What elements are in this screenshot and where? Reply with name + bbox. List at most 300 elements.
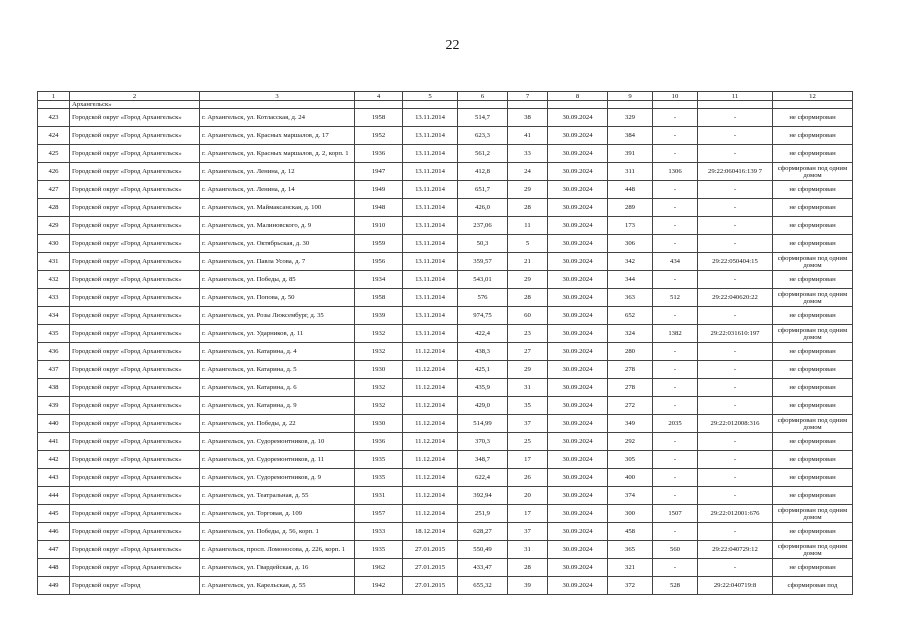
district-cell: Городской округ «Город Архангельск» [70, 199, 200, 217]
date2-cell: 30.09.2024 [548, 379, 608, 397]
year-cell: 1934 [355, 271, 403, 289]
cadastral-cell: - [698, 469, 773, 487]
col10-cell: 1507 [653, 505, 698, 523]
cadastral-cell: 29:22:040729:12 [698, 541, 773, 559]
cadastral-cell: - [698, 487, 773, 505]
count-cell: 37 [508, 523, 548, 541]
status-cell: сформирован под одним домом [773, 415, 853, 433]
row-number-cell: 442 [38, 451, 70, 469]
address-cell: г. Архангельск, ул. Судоремонтников, д. 9 [200, 469, 355, 487]
status-cell: не сформирован [773, 235, 853, 253]
column-header: 12 [773, 92, 853, 101]
status-cell: не сформирован [773, 199, 853, 217]
cadastral-cell: 29:22:012001:676 [698, 505, 773, 523]
date-cell: 13.11.2014 [403, 217, 458, 235]
status-cell: сформирован под одним домом [773, 163, 853, 181]
year-cell: 1932 [355, 343, 403, 361]
address-cell: г. Архангельск, ул. Театральная, д. 55 [200, 487, 355, 505]
year-cell: 1935 [355, 541, 403, 559]
district-cell: Городской округ «Город Архангельск» [70, 487, 200, 505]
count-cell: 25 [508, 433, 548, 451]
year-cell: 1936 [355, 145, 403, 163]
year-cell: 1958 [355, 109, 403, 127]
count-cell: 27 [508, 343, 548, 361]
year-cell: 1952 [355, 127, 403, 145]
year-cell: 1932 [355, 397, 403, 415]
cadastral-cell: - [698, 181, 773, 199]
col10-cell: - [653, 181, 698, 199]
year-cell: 1957 [355, 505, 403, 523]
count-cell: 26 [508, 469, 548, 487]
col10-cell: - [653, 109, 698, 127]
date-cell: 13.11.2014 [403, 109, 458, 127]
row-number-cell: 424 [38, 127, 70, 145]
col10-cell: - [653, 217, 698, 235]
date-cell: 13.11.2014 [403, 235, 458, 253]
col10-cell: 1306 [653, 163, 698, 181]
date2-cell: 30.09.2024 [548, 541, 608, 559]
count-cell: 28 [508, 289, 548, 307]
year-cell: 1959 [355, 235, 403, 253]
count-cell: 37 [508, 415, 548, 433]
status-cell: не сформирован [773, 271, 853, 289]
area-cell: 425,1 [458, 361, 508, 379]
date2-cell: 30.09.2024 [548, 361, 608, 379]
cadastral-cell: - [698, 307, 773, 325]
registry-table [37, 91, 853, 595]
year-cell: 1949 [355, 181, 403, 199]
cadastral-cell: - [698, 523, 773, 541]
date-cell: 11.12.2014 [403, 451, 458, 469]
column-header: 1 [38, 92, 70, 101]
cadastral-cell: 29:22:012008:316 [698, 415, 773, 433]
count-cell: 21 [508, 253, 548, 271]
table-row [38, 325, 853, 343]
status-cell: не сформирован [773, 127, 853, 145]
date2-cell: 30.09.2024 [548, 109, 608, 127]
row-number-cell: 446 [38, 523, 70, 541]
count-cell: 33 [508, 145, 548, 163]
col9-cell: 344 [608, 271, 653, 289]
date2-cell: 30.09.2024 [548, 343, 608, 361]
col10-cell: - [653, 199, 698, 217]
row-number-cell: 436 [38, 343, 70, 361]
count-cell: 29 [508, 181, 548, 199]
district-cell: Городской округ «Город [70, 577, 200, 595]
count-cell: 17 [508, 505, 548, 523]
col10-cell: - [653, 397, 698, 415]
col9-cell: 305 [608, 451, 653, 469]
table-row [38, 379, 853, 397]
date-cell: 27.01.2015 [403, 541, 458, 559]
area-cell: 359,57 [458, 253, 508, 271]
col10-cell: 434 [653, 253, 698, 271]
cadastral-cell: - [698, 559, 773, 577]
col9-cell: 306 [608, 235, 653, 253]
col9-cell: 300 [608, 505, 653, 523]
count-cell: 35 [508, 397, 548, 415]
district-cell: Городской округ «Город Архангельск» [70, 235, 200, 253]
status-cell: не сформирован [773, 469, 853, 487]
area-cell: 370,3 [458, 433, 508, 451]
date2-cell: 30.09.2024 [548, 451, 608, 469]
cadastral-cell: - [698, 397, 773, 415]
address-cell: г. Архангельск, ул. Котласская, д. 24 [200, 109, 355, 127]
row-number-cell: 445 [38, 505, 70, 523]
col10-cell: - [653, 559, 698, 577]
col9-cell: 311 [608, 163, 653, 181]
date-cell: 27.01.2015 [403, 559, 458, 577]
row-number-cell: 438 [38, 379, 70, 397]
status-cell: не сформирован [773, 145, 853, 163]
date2-cell: 30.09.2024 [548, 127, 608, 145]
date2-cell: 30.09.2024 [548, 397, 608, 415]
date-cell: 11.12.2014 [403, 361, 458, 379]
status-cell: не сформирован [773, 451, 853, 469]
col10-cell: 2035 [653, 415, 698, 433]
table-row [38, 469, 853, 487]
address-cell: г. Архангельск, ул. Розы Люксембург, д. 35 [200, 307, 355, 325]
status-cell: не сформирован [773, 523, 853, 541]
address-cell: г. Архангельск, ул. Катарина, д. 6 [200, 379, 355, 397]
date2-cell: 30.09.2024 [548, 523, 608, 541]
district-cell: Городской округ «Город Архангельск» [70, 145, 200, 163]
col10-cell: 528 [653, 577, 698, 595]
status-cell: не сформирован [773, 379, 853, 397]
area-cell: 422,4 [458, 325, 508, 343]
col9-cell: 391 [608, 145, 653, 163]
area-cell: 435,9 [458, 379, 508, 397]
date2-cell: 30.09.2024 [548, 217, 608, 235]
col9-cell: 173 [608, 217, 653, 235]
col9-cell: 372 [608, 577, 653, 595]
area-cell: 550,49 [458, 541, 508, 559]
column-header: 7 [508, 92, 548, 101]
date-cell: 11.12.2014 [403, 505, 458, 523]
address-cell: г. Архангельск, ул. Гвардейская, д. 16 [200, 559, 355, 577]
status-cell: не сформирован [773, 343, 853, 361]
status-cell: не сформирован [773, 397, 853, 415]
address-cell: г. Архангельск, просп. Ломоносова, д. 226, корп. 1 [200, 541, 355, 559]
area-cell: 561,2 [458, 145, 508, 163]
col9-cell: 292 [608, 433, 653, 451]
cadastral-cell: - [698, 361, 773, 379]
row-number-cell: 429 [38, 217, 70, 235]
table-row [38, 487, 853, 505]
col9-cell: 324 [608, 325, 653, 343]
district-cell: Городской округ «Город Архангельск» [70, 523, 200, 541]
cadastral-cell: - [698, 127, 773, 145]
date-cell: 11.12.2014 [403, 469, 458, 487]
count-cell: 28 [508, 559, 548, 577]
area-cell: 543,01 [458, 271, 508, 289]
cadastral-cell: - [698, 451, 773, 469]
table-row [38, 505, 853, 523]
table-row [38, 235, 853, 253]
district-cell: Городской округ «Город Архангельск» [70, 505, 200, 523]
date2-cell: 30.09.2024 [548, 307, 608, 325]
row-number-cell: 448 [38, 559, 70, 577]
table-row [38, 361, 853, 379]
district-cell: Архангельск» [70, 101, 200, 109]
column-header: 10 [653, 92, 698, 101]
col10-cell: - [653, 145, 698, 163]
status-cell: сформирован под одним домом [773, 541, 853, 559]
cadastral-cell: 29:22:040719:8 [698, 577, 773, 595]
year-cell: 1948 [355, 199, 403, 217]
area-cell: 514,99 [458, 415, 508, 433]
column-header: 11 [698, 92, 773, 101]
date2-cell: 30.09.2024 [548, 163, 608, 181]
col9-cell: 272 [608, 397, 653, 415]
year-cell: 1942 [355, 577, 403, 595]
row-number-cell: 432 [38, 271, 70, 289]
date-cell: 11.12.2014 [403, 379, 458, 397]
cadastral-cell: 29:22:050404:15 [698, 253, 773, 271]
date2-cell: 30.09.2024 [548, 271, 608, 289]
date2-cell: 30.09.2024 [548, 181, 608, 199]
cadastral-cell: - [698, 379, 773, 397]
continuation-row [38, 101, 853, 109]
row-number-cell: 430 [38, 235, 70, 253]
count-cell: 31 [508, 379, 548, 397]
year-cell: 1935 [355, 469, 403, 487]
year-cell: 1910 [355, 217, 403, 235]
row-number-cell: 426 [38, 163, 70, 181]
column-header: 6 [458, 92, 508, 101]
area-cell: 251,9 [458, 505, 508, 523]
cadastral-cell: 29:22:031610:197 [698, 325, 773, 343]
area-cell: 429,0 [458, 397, 508, 415]
table-row [38, 217, 853, 235]
count-cell: 5 [508, 235, 548, 253]
address-cell: г. Архангельск, ул. Маймаксанская, д. 100 [200, 199, 355, 217]
district-cell: Городской округ «Город Архангельск» [70, 271, 200, 289]
date-cell: 13.11.2014 [403, 163, 458, 181]
district-cell: Городской округ «Город Архангельск» [70, 415, 200, 433]
district-cell: Городской округ «Город Архангельск» [70, 397, 200, 415]
col10-cell: - [653, 271, 698, 289]
date-cell: 11.12.2014 [403, 415, 458, 433]
col10-cell: 512 [653, 289, 698, 307]
area-cell: 392,94 [458, 487, 508, 505]
col10-cell: - [653, 451, 698, 469]
col9-cell: 278 [608, 361, 653, 379]
status-cell: не сформирован [773, 433, 853, 451]
registry-table-container [37, 91, 852, 595]
address-cell: г. Архангельск, ул. Победы, д. 85 [200, 271, 355, 289]
col10-cell: - [653, 127, 698, 145]
area-cell: 514,7 [458, 109, 508, 127]
col10-cell: - [653, 235, 698, 253]
table-row [38, 577, 853, 595]
col9-cell: 652 [608, 307, 653, 325]
district-cell: Городской округ «Город Архангельск» [70, 541, 200, 559]
col9-cell: 448 [608, 181, 653, 199]
date-cell: 27.01.2015 [403, 577, 458, 595]
date2-cell: 30.09.2024 [548, 505, 608, 523]
col9-cell: 289 [608, 199, 653, 217]
date2-cell: 30.09.2024 [548, 235, 608, 253]
year-cell: 1932 [355, 325, 403, 343]
address-cell: г. Архангельск, ул. Ленина, д. 14 [200, 181, 355, 199]
col9-cell: 365 [608, 541, 653, 559]
cadastral-cell: - [698, 433, 773, 451]
district-cell: Городской округ «Город Архангельск» [70, 163, 200, 181]
district-cell: Городской округ «Город Архангельск» [70, 253, 200, 271]
date-cell: 13.11.2014 [403, 307, 458, 325]
table-row [38, 343, 853, 361]
address-cell: г. Архангельск, ул. Ударников, д. 11 [200, 325, 355, 343]
date2-cell: 30.09.2024 [548, 559, 608, 577]
table-row [38, 289, 853, 307]
cadastral-cell: - [698, 199, 773, 217]
table-row [38, 433, 853, 451]
area-cell: 433,47 [458, 559, 508, 577]
district-cell: Городской округ «Город Архангельск» [70, 559, 200, 577]
area-cell: 628,27 [458, 523, 508, 541]
area-cell: 237,06 [458, 217, 508, 235]
status-cell: не сформирован [773, 109, 853, 127]
column-header: 5 [403, 92, 458, 101]
date-cell: 13.11.2014 [403, 271, 458, 289]
date2-cell: 30.09.2024 [548, 253, 608, 271]
row-number-cell: 428 [38, 199, 70, 217]
row-number-cell: 447 [38, 541, 70, 559]
district-cell: Городской округ «Город Архангельск» [70, 325, 200, 343]
col10-cell: - [653, 343, 698, 361]
cadastral-cell: - [698, 343, 773, 361]
area-cell: 426,0 [458, 199, 508, 217]
district-cell: Городской округ «Город Архангельск» [70, 361, 200, 379]
cadastral-cell: - [698, 109, 773, 127]
row-number-cell: 433 [38, 289, 70, 307]
date2-cell: 30.09.2024 [548, 487, 608, 505]
count-cell: 24 [508, 163, 548, 181]
area-cell: 623,3 [458, 127, 508, 145]
col9-cell: 374 [608, 487, 653, 505]
col10-cell: - [653, 307, 698, 325]
row-number-cell: 437 [38, 361, 70, 379]
count-cell: 41 [508, 127, 548, 145]
address-cell: г. Архангельск, ул. Судоремонтников, д. 11 [200, 451, 355, 469]
address-cell: г. Архангельск, ул. Павла Усова, д. 7 [200, 253, 355, 271]
address-cell: г. Архангельск, ул. Ленина, д. 12 [200, 163, 355, 181]
date-cell: 11.12.2014 [403, 487, 458, 505]
col9-cell: 458 [608, 523, 653, 541]
year-cell: 1930 [355, 415, 403, 433]
page-number: 22 [445, 38, 460, 53]
row-number-cell: 440 [38, 415, 70, 433]
table-row [38, 145, 853, 163]
count-cell: 23 [508, 325, 548, 343]
date-cell: 13.11.2014 [403, 325, 458, 343]
status-cell: сформирован под одним домом [773, 505, 853, 523]
address-cell: г. Архангельск, ул. Катарина, д. 4 [200, 343, 355, 361]
col9-cell: 342 [608, 253, 653, 271]
status-cell: не сформирован [773, 217, 853, 235]
col10-cell: 1382 [653, 325, 698, 343]
district-cell: Городской округ «Город Архангельск» [70, 127, 200, 145]
date-cell: 11.12.2014 [403, 397, 458, 415]
area-cell: 412,8 [458, 163, 508, 181]
district-cell: Городской округ «Город Архангельск» [70, 217, 200, 235]
table-row [38, 181, 853, 199]
cadastral-cell: - [698, 217, 773, 235]
column-header: 3 [200, 92, 355, 101]
col9-cell: 349 [608, 415, 653, 433]
status-cell: не сформирован [773, 307, 853, 325]
row-number-cell: 441 [38, 433, 70, 451]
year-cell: 1956 [355, 253, 403, 271]
year-cell: 1947 [355, 163, 403, 181]
date-cell: 11.12.2014 [403, 433, 458, 451]
date-cell: 13.11.2014 [403, 145, 458, 163]
area-cell: 348,7 [458, 451, 508, 469]
date2-cell: 30.09.2024 [548, 433, 608, 451]
district-cell: Городской округ «Город Архангельск» [70, 451, 200, 469]
table-body [38, 101, 853, 595]
table-row [38, 307, 853, 325]
count-cell: 29 [508, 271, 548, 289]
count-cell: 17 [508, 451, 548, 469]
area-cell: 655,32 [458, 577, 508, 595]
area-cell: 622,4 [458, 469, 508, 487]
year-cell: 1936 [355, 433, 403, 451]
status-cell: не сформирован [773, 559, 853, 577]
area-cell: 974,75 [458, 307, 508, 325]
cadastral-cell: 29:22:060416:139 7 [698, 163, 773, 181]
district-cell: Городской округ «Город Архангельск» [70, 433, 200, 451]
cadastral-cell: - [698, 145, 773, 163]
address-cell: г. Архангельск, ул. Торговая, д. 109 [200, 505, 355, 523]
date-cell: 11.12.2014 [403, 343, 458, 361]
table-row [38, 253, 853, 271]
date-cell: 18.12.2014 [403, 523, 458, 541]
table-row [38, 127, 853, 145]
column-header: 8 [548, 92, 608, 101]
column-number-row [38, 92, 853, 101]
status-cell: не сформирован [773, 361, 853, 379]
row-number-cell: 444 [38, 487, 70, 505]
date2-cell: 30.09.2024 [548, 415, 608, 433]
date2-cell: 30.09.2024 [548, 289, 608, 307]
col9-cell: 384 [608, 127, 653, 145]
row-number-cell: 425 [38, 145, 70, 163]
area-cell: 576 [458, 289, 508, 307]
table-row [38, 109, 853, 127]
address-cell: г. Архангельск, ул. Малиновского, д. 9 [200, 217, 355, 235]
column-header: 2 [70, 92, 200, 101]
row-number-cell: 434 [38, 307, 70, 325]
status-cell: сформирован под одним домом [773, 253, 853, 271]
address-cell: г. Архангельск, ул. Карельская, д. 55 [200, 577, 355, 595]
col10-cell: - [653, 379, 698, 397]
count-cell: 38 [508, 109, 548, 127]
date-cell: 13.11.2014 [403, 127, 458, 145]
status-cell: сформирован под [773, 577, 853, 595]
row-number-cell: 435 [38, 325, 70, 343]
col9-cell: 278 [608, 379, 653, 397]
year-cell: 1932 [355, 379, 403, 397]
col10-cell: - [653, 361, 698, 379]
district-cell: Городской округ «Город Архангельск» [70, 379, 200, 397]
row-number-cell: 431 [38, 253, 70, 271]
table-row [38, 415, 853, 433]
row-number-cell: 423 [38, 109, 70, 127]
date2-cell: 30.09.2024 [548, 145, 608, 163]
column-header: 9 [608, 92, 653, 101]
